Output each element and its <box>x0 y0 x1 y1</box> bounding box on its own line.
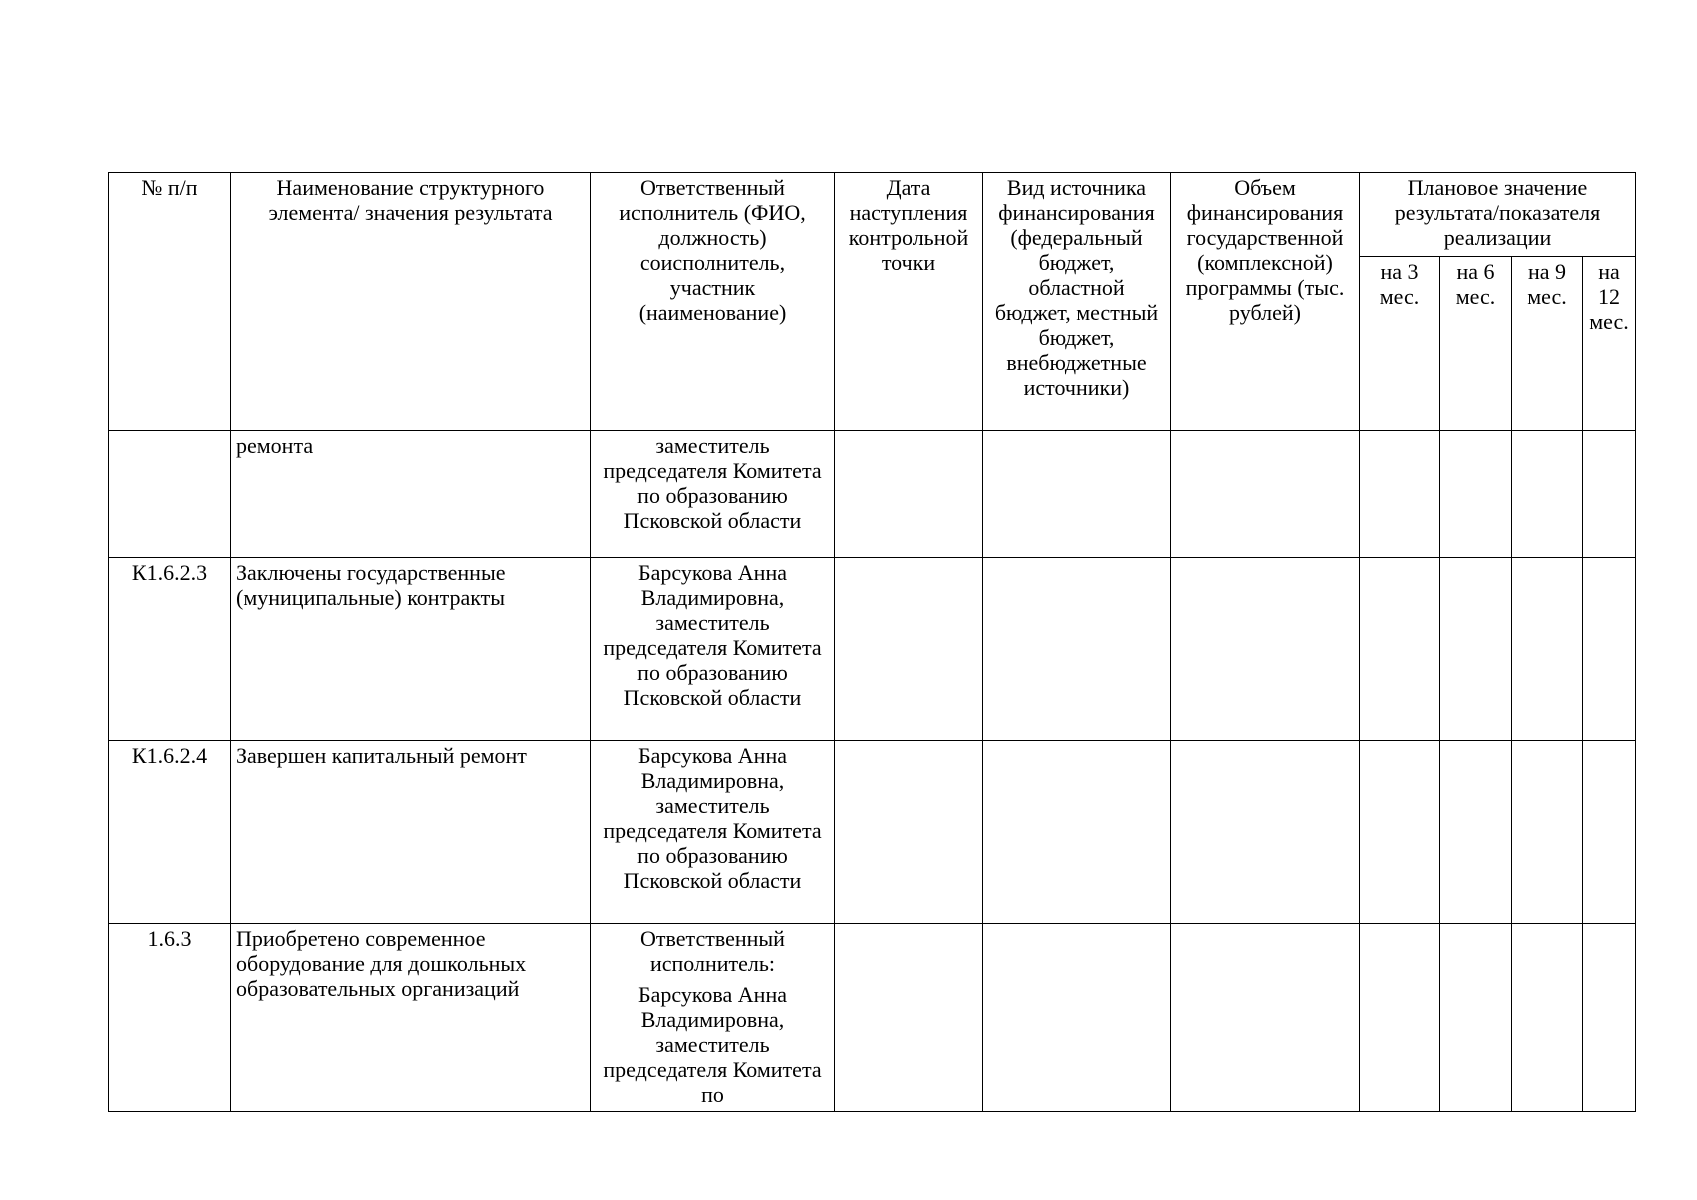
responsible-text: Барсукова Анна Владимировна, заместитель председателя Комитета по образованию Псковской области <box>603 743 822 893</box>
row-control-date <box>835 924 983 1112</box>
row-plan-6 <box>1440 924 1512 1112</box>
table-row <box>109 558 1636 741</box>
row-plan-6 <box>1440 431 1512 558</box>
row-plan-6 <box>1440 741 1512 924</box>
row-plan-12 <box>1583 431 1636 558</box>
row-funding-volume <box>1171 558 1360 741</box>
responsible-text: Барсукова Анна Владимировна, заместитель председателя Комитета по образованию Псковской области <box>603 560 822 710</box>
row-plan-9 <box>1512 741 1583 924</box>
row-plan-9 <box>1512 558 1583 741</box>
row-name: Приобретено современное оборудование для дошкольных образовательных организаций <box>231 924 591 1112</box>
row-funding-volume <box>1171 924 1360 1112</box>
header-funding-source: Вид источника финансирования (федеральный бюджет, областной бюджет, местный бюджет, внебюджетные источники) <box>983 173 1171 431</box>
row-plan-3 <box>1360 431 1440 558</box>
header-plan-12-months: на 12 мес. <box>1583 257 1636 431</box>
header-plan-9-months: на 9 мес. <box>1512 257 1583 431</box>
row-plan-9 <box>1512 431 1583 558</box>
row-plan-12 <box>1583 558 1636 741</box>
row-responsible <box>591 431 835 558</box>
responsible-text: Барсукова Анна Владимировна, заместитель председателя Комитета по <box>603 982 822 1107</box>
row-control-date <box>835 558 983 741</box>
row-responsible <box>591 741 835 924</box>
row-name: Заключены государственные (муниципальные) контракты <box>231 558 591 741</box>
row-plan-12 <box>1583 924 1636 1112</box>
row-name: Завершен капитальный ремонт <box>231 741 591 924</box>
row-plan-3 <box>1360 924 1440 1112</box>
table-row <box>109 924 1636 1112</box>
header-funding-volume: Объем финансирования государственной (комплексной) программы (тыс. рублей) <box>1171 173 1360 431</box>
header-plan-3-months: на 3 мес. <box>1360 257 1440 431</box>
row-funding-volume <box>1171 431 1360 558</box>
row-funding-source <box>983 741 1171 924</box>
row-funding-volume <box>1171 741 1360 924</box>
row-number: 1.6.3 <box>109 924 231 1112</box>
row-name: ремонта <box>231 431 591 558</box>
responsible-text: заместитель председателя Комитета по образованию Псковской области <box>603 433 822 533</box>
row-responsible <box>591 558 835 741</box>
header-number: № п/п <box>109 173 231 431</box>
row-number: К1.6.2.3 <box>109 558 231 741</box>
row-responsible <box>591 924 835 1112</box>
responsible-label: Ответственный исполнитель: <box>640 926 785 976</box>
row-plan-3 <box>1360 558 1440 741</box>
table-row <box>109 741 1636 924</box>
table-row <box>109 431 1636 558</box>
header-name: Наименование структурного элемента/ значения результата <box>231 173 591 431</box>
row-plan-9 <box>1512 924 1583 1112</box>
row-plan-6 <box>1440 558 1512 741</box>
row-funding-source <box>983 924 1171 1112</box>
row-funding-source <box>983 558 1171 741</box>
header-plan-6-months: на 6 мес. <box>1440 257 1512 431</box>
program-table <box>108 172 1636 1112</box>
header-plan-value: Плановое значение результата/показателя реализации <box>1360 173 1636 257</box>
row-control-date <box>835 431 983 558</box>
header-responsible: Ответственный исполнитель (ФИО, должность) соисполнитель, участник (наименование) <box>591 173 835 431</box>
row-control-date <box>835 741 983 924</box>
row-plan-3 <box>1360 741 1440 924</box>
row-number: К1.6.2.4 <box>109 741 231 924</box>
row-number <box>109 431 231 558</box>
row-funding-source <box>983 431 1171 558</box>
header-control-date: Дата наступления контрольной точки <box>835 173 983 431</box>
row-plan-12 <box>1583 741 1636 924</box>
